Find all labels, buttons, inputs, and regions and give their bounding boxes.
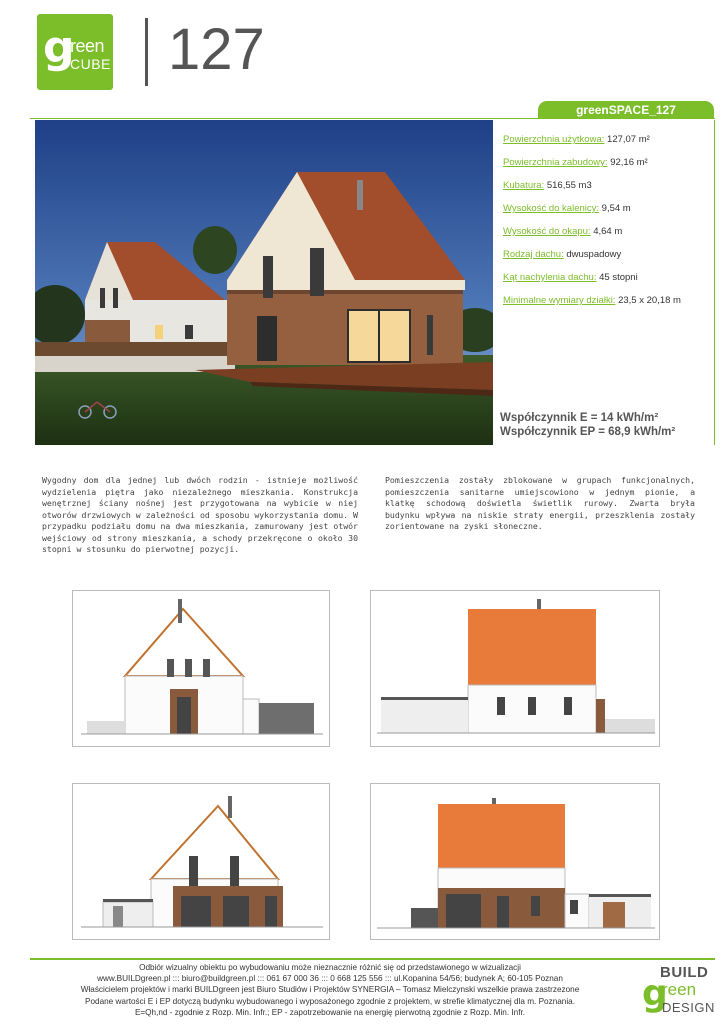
spec-row (503, 272, 715, 295)
spec-value: 92,16 m² (607, 157, 648, 168)
greencube-logo (37, 14, 113, 90)
spec-label: Kubatura: (503, 180, 545, 191)
spec-value: 127,07 m² (604, 134, 650, 145)
spec-row (503, 295, 715, 318)
house-render (35, 120, 493, 445)
spec-row (503, 134, 715, 157)
footer-line-4: Podane wartości E i EP dotyczą budynku wybudowanego i wyposażonego zgodnie z projektem, w strefie klimatycznej dla m. Poznania. (85, 996, 575, 1006)
project-tab: greenSPACE_127 (538, 101, 714, 119)
spec-label: Powierzchnia użytkowa: (503, 134, 605, 145)
footer-rule (30, 958, 715, 960)
spec-row (503, 203, 715, 226)
logo-mark: g (43, 22, 75, 73)
brand-design: DESIGN (662, 1000, 715, 1015)
spec-value: 9,54 m (599, 203, 631, 214)
spec-value: 4,64 m (590, 226, 623, 237)
energy-block (500, 411, 715, 439)
footer-line-5: E=Qh,nd - zgodnie z Rozp. Min. Infr.; EP - zapotrzebowanie na energię pierwotną zgodnie z Rozp. Min. Infr. (134, 1007, 526, 1017)
energy-e: Współczynnik E = 14 kWh/m² (500, 412, 659, 424)
spec-row (503, 249, 715, 272)
spec-label: Rodzaj dachu: (503, 249, 564, 260)
spec-row (503, 226, 715, 249)
spec-row (503, 157, 715, 180)
elevation-rear (72, 783, 330, 940)
house-number: 127 (168, 17, 265, 82)
elevation-side (370, 590, 660, 747)
logo-word-cube: CUBE (70, 56, 111, 72)
elevation-front (72, 590, 330, 747)
header-divider (145, 18, 148, 86)
spec-label: Wysokość do kalenicy: (503, 203, 600, 214)
spec-label: Kąt nachylenia dachu: (503, 272, 597, 283)
brand-mark: g (642, 973, 668, 1014)
spec-value: dwuspadowy (563, 249, 622, 260)
footer-line-2: www.BUILDgreen.pl ::: biuro@buildgreen.pl ::: 061 67 000 36 ::: 0 668 125 556 ::: ul.Kopanina 54/56; budynek A; 60-105 Poznan (97, 974, 563, 984)
elevation-side-2 (370, 783, 660, 940)
energy-ep: Współczynnik EP = 68,9 kWh/m² (500, 426, 676, 438)
spec-label: Minimalne wymiary działki: (503, 295, 616, 306)
spec-value: 516,55 m3 (544, 180, 592, 191)
spec-value: 23,5 x 20,18 m (615, 295, 681, 306)
description-right: Pomieszczenia zostały zblokowane w grupach funkcjonalnych, pomieszczenia sanitarne umiejscowiono w jednym pionie, a klatkę schodową doświetla świetlik rurowy. Zwarta bryła budynku wpływa na niskie straty energii, przeszklenia zostały zorientowane na zyski słoneczne. (385, 475, 695, 531)
footer-line-3: Właścicielem projektów i marki BUILDgreen jest Biuro Studiów i Projektów SYNERGIA – Tomasz Mielczynski wszelkie prawa zastrzezone (80, 985, 580, 995)
spec-label: Powierzchnia zabudowy: (503, 157, 608, 168)
footer-text (30, 962, 630, 1018)
spec-label: Wysokość do okapu: (503, 226, 591, 237)
brand-build: BUILD (660, 964, 709, 981)
spec-row (503, 180, 715, 203)
footer-line-1: Odbiór wizualny obiektu po wybudowaniu może nieznacznie różnić się od przedstawionego w wizualizacji (139, 963, 521, 972)
logo-word-green: reen (70, 36, 105, 56)
buildgreen-logo (640, 964, 720, 1024)
description-left: Wygodny dom dla jednej lub dwóch rodzin - istnieje możliwość wydzielenia piętra jako niezależnego mieszkania. Konstrukcja wenętrznej ściany nośnej jest przygotowana na wybicie w niej otworów drzwiowych w zależności od sposobu wykorzystania domu. W przypadku podziału domu na dwa mieszkania, zamurowany jest otwór wejściowy od strony mieszkania, a schody przekręcone o około 30 stopni w stosunku do pierwotnej pozycji. (42, 475, 358, 554)
brand-green: reen (662, 980, 697, 999)
specs-list (503, 134, 715, 318)
spec-value: 45 stopni (596, 272, 638, 283)
